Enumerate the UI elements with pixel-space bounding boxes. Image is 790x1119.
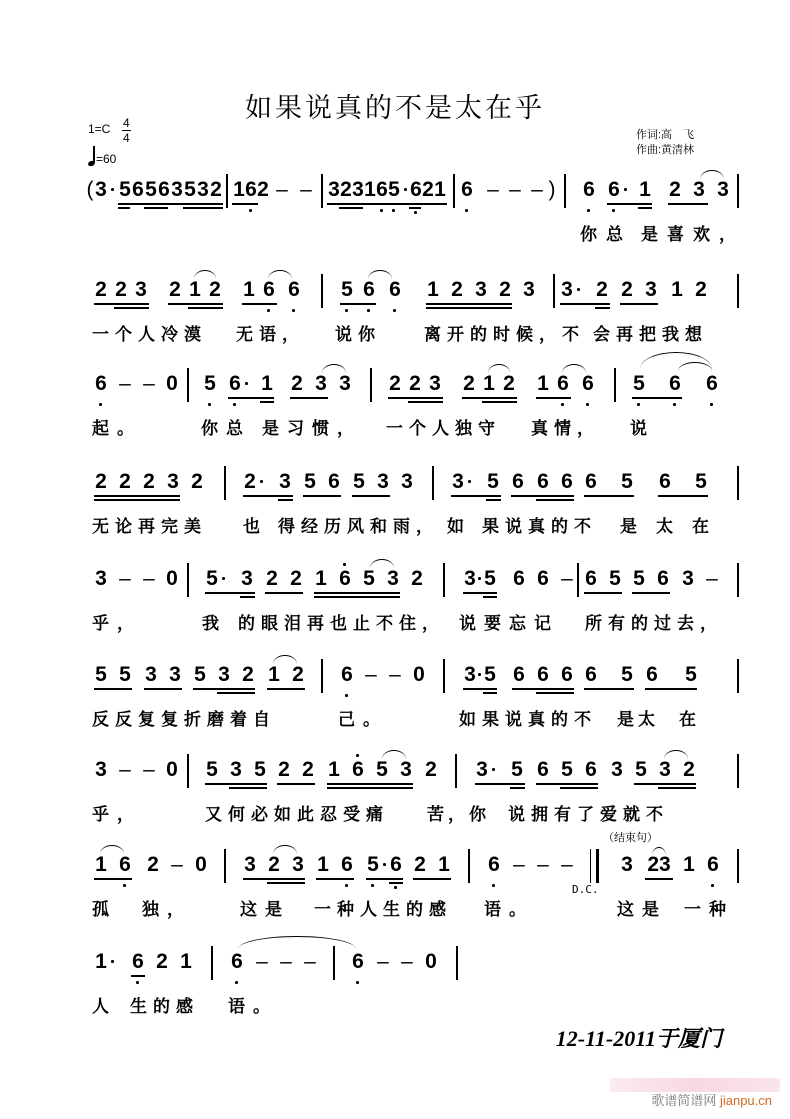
lyrics-row-7: 乎， 又何必如此忍受痛 苦，你 说拥有了爱就不 [92, 805, 669, 825]
credits [636, 128, 694, 158]
notes-row-2: 2 2 3 2 1 2 1 6 6 5 6 6 1 2 3 2 3 3 2 2 3 1 2 [0, 278, 790, 314]
watermark-domain: jianpu.cn [719, 1093, 772, 1108]
lyrics-row-2: 一个人冷漠 无语， 说你 离开的时候，不 会再把我想 [92, 325, 708, 345]
tempo-marking [88, 146, 116, 166]
notes-row-5: 3 – – 0 5 3 2 2 1 6 5 3 2 3 5 6 6 – 6 5 5 6 3 – [0, 567, 790, 603]
dc-marking: D.C. [572, 883, 599, 896]
signature-date-place: 12-11-2011于厦门 [555, 1026, 722, 1051]
lyrics-row-6: 反反复复折磨着自 己。 如果说真的不 是太 在 [92, 710, 696, 730]
time-signature [122, 116, 131, 145]
time-signature-bottom: 4 [123, 131, 130, 145]
key-signature: 1=C [88, 122, 111, 136]
lyricist: 作词:高 飞 [636, 129, 695, 141]
notes-row-3: 6 – – 0 5 6 1 2 3 3 2 2 3 2 1 2 1 6 6 5 6 6 [0, 372, 790, 408]
composer: 作曲:黄清林 [636, 144, 695, 156]
notes-row-1: ( 3 5 6 5 6 3 5 3 2 1 6 2 – – 3 2 3 1 6 5 6 2 1 6 – – – ) 6 6 1 2 3 3 [0, 178, 790, 214]
ending-label: （结束句） [603, 832, 658, 844]
lyrics-row-9: 人 生的感 语。 [92, 997, 278, 1017]
lyrics-row-4: 无论再完美 也 得经历风和雨， 如 果说真的不 是 太 在 [92, 517, 709, 537]
notes-row-6: 5 5 3 3 5 3 2 1 2 6 – – 0 3 5 6 6 6 6 5 6 5 [0, 663, 790, 699]
watermark-site: 歌谱简谱网 [651, 1093, 717, 1108]
lyrics-row-3: 起。 你总 是习惯， 一个人独守 真情， 说 [92, 419, 647, 439]
watermark [651, 1090, 772, 1109]
lyrics-row-1: 你总 是喜欢， [580, 225, 745, 245]
lyrics-row-5: 乎， 我 的眼泪再也止不住， 说要忘记 所有的过去， [92, 614, 723, 634]
quarter-note-icon [88, 146, 96, 166]
notes-row-4: 2 2 2 3 2 2 3 5 6 5 3 3 3 5 6 6 6 6 5 6 5 [0, 470, 790, 506]
song-title: 如果说真的不是太在乎 [245, 93, 545, 124]
tempo-value: =60 [96, 152, 117, 166]
lyrics-row-8: 孤 独， 这是 一种人生的感 语。 这是 一种 [92, 900, 734, 920]
notes-row-9: 1 6 2 1 6 – – – 6 – – 0 [0, 950, 790, 986]
time-signature-top: 4 [123, 116, 130, 130]
notes-row-8: 1 6 2 – 0 3 2 3 1 6 5 6 2 1 6 – – – 3 23 1 6 [0, 853, 790, 889]
notes-row-7: 3 – – 0 5 3 5 2 2 1 6 5 3 2 3 5 6 5 6 3 5 3 2 [0, 758, 790, 794]
